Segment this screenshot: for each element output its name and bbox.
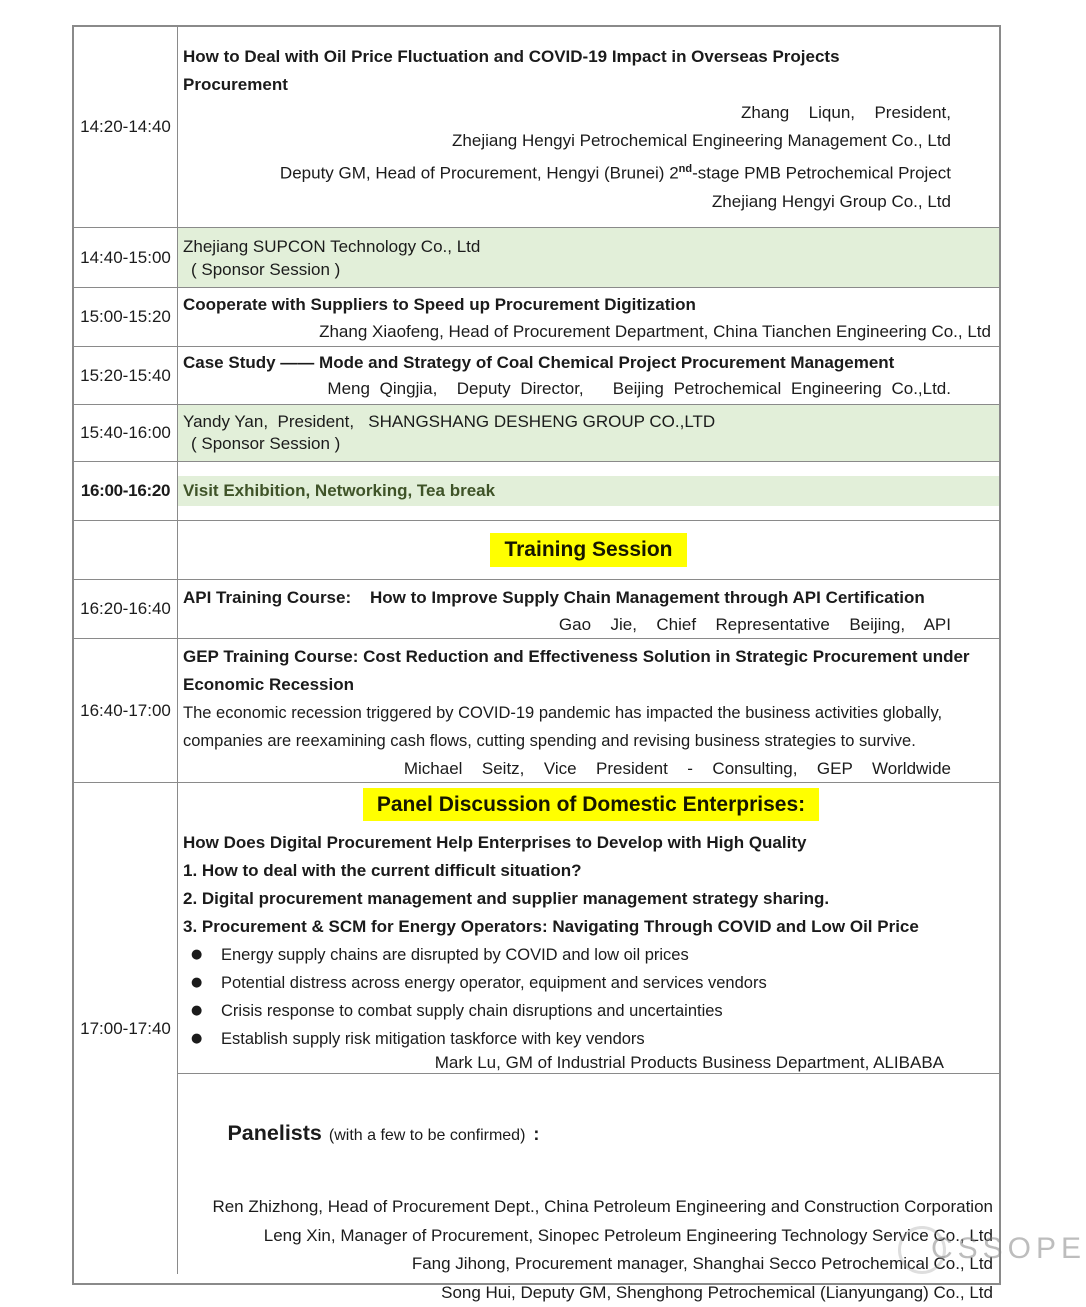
session-title-line: GEP Training Course: Cost Reduction and Effectiveness Solution in Strategic Procurement under xyxy=(183,643,999,671)
sponsor-company: Yandy Yan, President, SHANGSHANG DESHENG GROUP CO.,LTD xyxy=(183,411,999,433)
panelists-note: (with a few to be confirmed) xyxy=(329,1127,526,1144)
speaker-line: Zhang Liqun, President, xyxy=(183,99,999,127)
bullet-icon: ● xyxy=(183,1025,221,1053)
session-title-line: Cooperate with Suppliers to Speed up Procurement Digitization xyxy=(183,291,999,318)
session-title-line: How to Deal with Oil Price Fluctuation and COVID-19 Impact in Overseas Projects xyxy=(183,43,999,71)
bullet-item xyxy=(183,941,999,969)
panel-bullet-list xyxy=(183,941,999,1053)
session-row-1520 xyxy=(74,346,999,404)
session-content xyxy=(178,288,999,346)
time-slot: 14:40-15:00 xyxy=(74,228,178,287)
session-content xyxy=(178,27,999,227)
time-slot: 14:20-14:40 xyxy=(74,27,178,227)
speaker-line: Zhang Xiaofeng, Head of Procurement Department, China Tianchen Engineering Co., Ltd xyxy=(183,318,999,345)
panelists-section xyxy=(178,1074,999,1307)
bullet-icon: ● xyxy=(183,997,221,1025)
training-session-header-row xyxy=(74,520,999,579)
panel-topic-line: 1. How to deal with the current difficult situation? xyxy=(183,857,999,885)
bullet-icon: ● xyxy=(183,969,221,997)
session-description-line: companies are reexamining cash flows, cutting spending and revising business strategies to survive. xyxy=(183,727,999,755)
panel-row-1700 xyxy=(74,782,999,1274)
bullet-text: Energy supply chains are disrupted by COVID and low oil prices xyxy=(221,941,689,969)
session-title-line: Case Study —— Mode and Strategy of Coal Chemical Project Procurement Management xyxy=(183,350,999,376)
sponsor-session-label: ( Sponsor Session ) xyxy=(183,258,999,281)
session-content xyxy=(178,347,999,404)
session-row-1500 xyxy=(74,287,999,346)
speaker-line: Meng Qingjia, Deputy Director, Beijing Petrochemical Engineering Co.,Ltd. xyxy=(183,376,999,402)
session-row-1640 xyxy=(74,638,999,782)
header-content xyxy=(178,521,999,579)
bullet-item xyxy=(183,1025,999,1053)
panelist-line: Song Hui, Deputy GM, Shenghong Petrochemical (Lianyungang) Co., Ltd xyxy=(183,1279,999,1307)
sponsor-content xyxy=(178,228,999,287)
break-row-1600 xyxy=(74,461,999,520)
panel-header-wrap xyxy=(183,793,999,817)
panel-topic-line: 3. Procurement & SCM for Energy Operators: Navigating Through COVID and Low Oil Price xyxy=(183,913,999,941)
speaker-line: Gao Jie, Chief Representative Beijing, API xyxy=(183,611,999,638)
time-slot-empty xyxy=(74,521,178,579)
bullet-item xyxy=(183,997,999,1025)
break-highlight: Visit Exhibition, Networking, Tea break xyxy=(178,476,999,506)
bullet-text: Potential distress across energy operator, equipment and services vendors xyxy=(221,969,767,997)
speaker-line: Mark Lu, GM of Industrial Products Business Department, ALIBABA xyxy=(183,1053,999,1073)
panelist-line: Leng Xin, Manager of Procurement, Sinopec Petroleum Engineering Technology Service Co., Ltd xyxy=(183,1222,999,1251)
training-session-header: Training Session xyxy=(490,533,686,567)
session-content xyxy=(178,639,999,782)
watermark-text: CSSOPE xyxy=(931,1232,1086,1266)
time-slot: 17:00-17:40 xyxy=(74,783,178,1274)
bullet-item xyxy=(183,969,999,997)
session-description-line: The economic recession triggered by COVID-19 pandemic has impacted the business activities globally, xyxy=(183,699,999,727)
panelist-line: Ren Zhizhong, Head of Procurement Dept., China Petroleum Engineering and Construction Corporation xyxy=(183,1193,999,1222)
time-slot: 15:40-16:00 xyxy=(74,405,178,461)
session-title-line: Procurement xyxy=(183,71,999,99)
time-slot: 15:00-15:20 xyxy=(74,288,178,346)
time-slot: 16:40-17:00 xyxy=(74,639,178,782)
panel-discussion-header: Panel Discussion of Domestic Enterprises: xyxy=(363,788,819,821)
break-content xyxy=(178,462,999,520)
sponsor-row-1440 xyxy=(74,227,999,287)
sponsor-session-label: ( Sponsor Session ) xyxy=(183,433,999,455)
panel-topic-lines xyxy=(183,829,999,941)
sponsor-row-1540 xyxy=(74,404,999,461)
panelists-colon: : xyxy=(533,1124,539,1144)
panel-content xyxy=(178,783,999,1274)
bullet-text: Establish supply risk mitigation taskforce with key vendors xyxy=(221,1025,645,1053)
panel-topic-line: How Does Digital Procurement Help Enterprises to Develop with High Quality xyxy=(183,829,999,857)
speaker-text: -stage PMB Petrochemical Project xyxy=(692,164,951,183)
speaker-text: Deputy GM, Head of Procurement, Hengyi (Brunei) 2 xyxy=(280,164,679,183)
panelist-line: Fang Jihong, Procurement manager, Shanghai Secco Petrochemical Co., Ltd xyxy=(183,1250,999,1279)
bullet-text: Crisis response to combat supply chain disruptions and uncertainties xyxy=(221,997,723,1025)
session-title-line: Economic Recession xyxy=(183,671,999,699)
panelists-title: Panelists xyxy=(227,1121,321,1145)
time-slot: 16:00-16:20 xyxy=(74,462,178,520)
ordinal-superscript: nd xyxy=(679,163,692,175)
session-content xyxy=(178,580,999,638)
sponsor-content xyxy=(178,405,999,461)
panelist-lines xyxy=(183,1193,999,1307)
panelists-header xyxy=(183,1088,999,1181)
speaker-line xyxy=(183,155,999,188)
session-title-line: API Training Course: How to Improve Supply Chain Management through API Certification xyxy=(183,584,999,611)
bullet-icon: ● xyxy=(183,941,221,969)
panel-discussion-section xyxy=(178,783,999,1074)
time-slot: 16:20-16:40 xyxy=(74,580,178,638)
panel-topic-line: 2. Digital procurement management and supplier management strategy sharing. xyxy=(183,885,999,913)
session-row-1420 xyxy=(74,27,999,227)
speaker-line: Zhejiang Hengyi Group Co., Ltd xyxy=(183,188,999,216)
session-row-1620 xyxy=(74,579,999,638)
agenda-table xyxy=(72,25,1001,1285)
speaker-line: Michael Seitz, Vice President - Consulting, GEP Worldwide xyxy=(183,755,999,783)
time-slot: 15:20-15:40 xyxy=(74,347,178,404)
speaker-line: Zhejiang Hengyi Petrochemical Engineering Management Co., Ltd xyxy=(183,127,999,155)
sponsor-company: Zhejiang SUPCON Technology Co., Ltd xyxy=(183,235,999,258)
